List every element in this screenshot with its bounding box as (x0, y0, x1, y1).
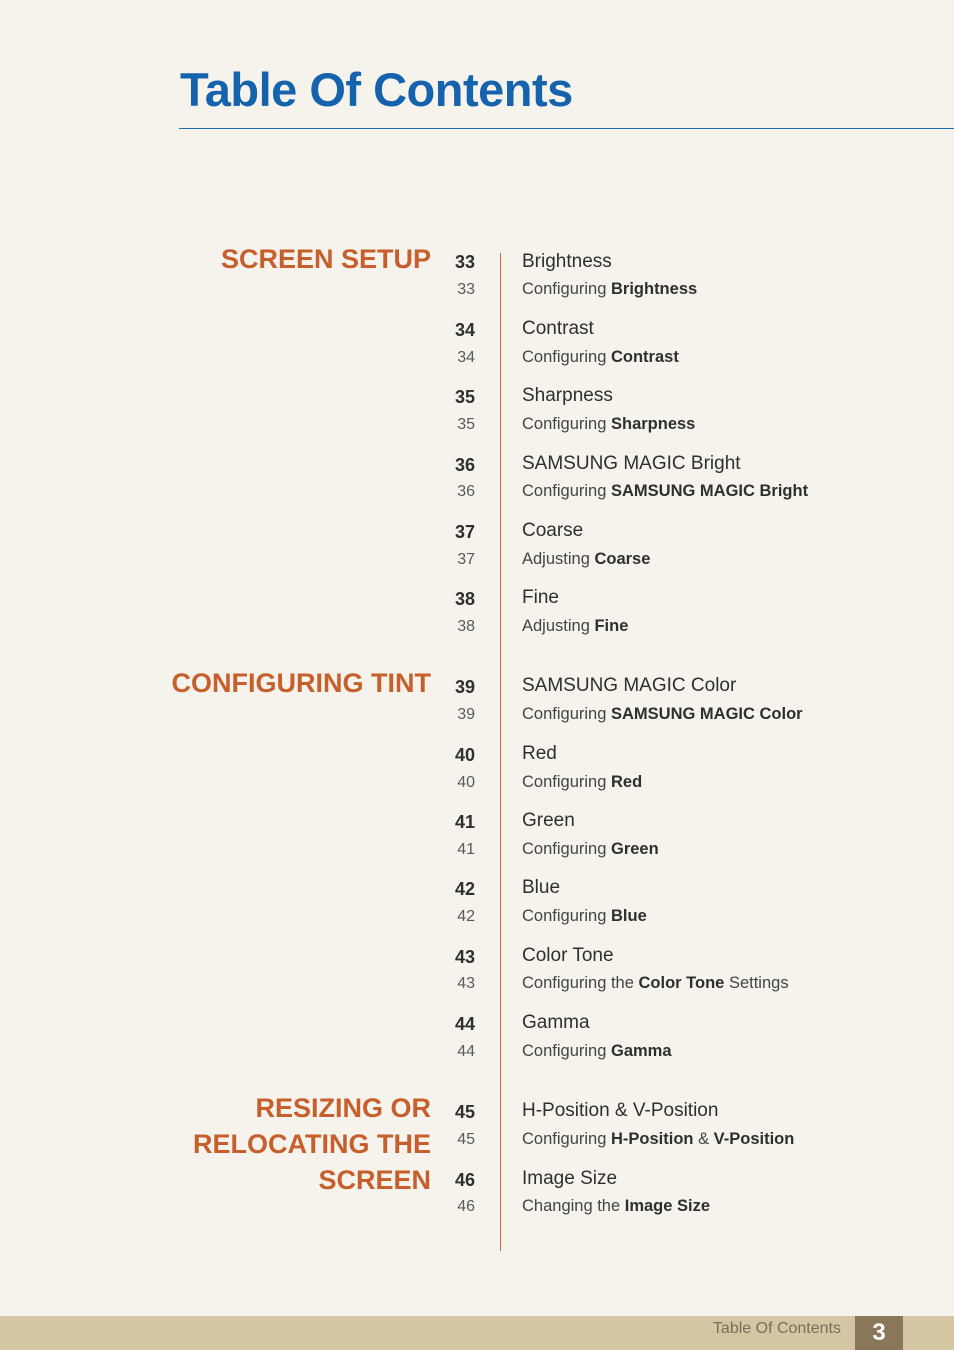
toc-subentry-configuring-red[interactable]: Configuring Red (522, 773, 643, 791)
toc-sub-page-number[interactable]: 35 (457, 416, 475, 433)
toc-subentry-configuring-blue[interactable]: Configuring Blue (522, 907, 647, 925)
toc-entry-green[interactable]: Green (522, 810, 575, 831)
toc-page-number[interactable]: 46 (454, 1170, 475, 1190)
toc-sub-page-number[interactable]: 39 (457, 706, 475, 723)
page-number-badge: 3 (855, 1316, 903, 1350)
toc-subentry-configuring-brightness[interactable]: Configuring Brightness (522, 280, 698, 298)
toc-sub-page-number[interactable]: 42 (457, 908, 475, 925)
toc-page-number[interactable]: 41 (454, 812, 475, 832)
title-divider (179, 128, 954, 129)
toc-entry-brightness[interactable]: Brightness (522, 251, 612, 272)
toc-entry-coarse[interactable]: Coarse (522, 520, 584, 541)
toc-entry-h-v-position[interactable]: H-Position & V-Position (522, 1100, 719, 1121)
toc-sub-page-number[interactable]: 38 (457, 618, 475, 635)
toc-entry-sharpness[interactable]: Sharpness (522, 385, 613, 406)
section-title-configuring-tint: CONFIGURING TINT (171, 668, 431, 698)
toc-entry-gamma[interactable]: Gamma (522, 1012, 590, 1033)
section-title-line: RELOCATING THE (193, 1129, 431, 1159)
toc-sub-page-number[interactable]: 37 (457, 551, 475, 568)
toc-sub-page-number[interactable]: 41 (457, 841, 475, 858)
toc-subentry-configuring-sharpness[interactable]: Configuring Sharpness (522, 415, 696, 433)
toc-page-number[interactable]: 38 (454, 589, 475, 609)
toc-subentry-configuring-gamma[interactable]: Configuring Gamma (522, 1042, 672, 1060)
toc-page-number[interactable]: 40 (454, 745, 475, 765)
toc-sub-page-number[interactable]: 40 (457, 774, 475, 791)
toc-page-number[interactable]: 43 (454, 947, 475, 967)
toc-entry-samsung-magic-bright[interactable]: SAMSUNG MAGIC Bright (522, 453, 741, 474)
toc-sub-page-number[interactable]: 36 (457, 483, 475, 500)
toc-entry-blue[interactable]: Blue (522, 877, 561, 898)
toc-subentry-changing-image-size[interactable]: Changing the Image Size (522, 1197, 711, 1215)
toc-subentry-configuring-samsung-magic-bright[interactable]: Configuring SAMSUNG MAGIC Bright (522, 482, 809, 500)
section-title-line: SCREEN (318, 1165, 431, 1195)
section-title-screen-setup: SCREEN SETUP (220, 244, 431, 274)
toc-sub-page-number[interactable]: 34 (457, 349, 475, 366)
toc-subentry-configuring-contrast[interactable]: Configuring Contrast (522, 348, 679, 366)
toc-page-number[interactable]: 35 (454, 387, 475, 407)
toc-subentry-adjusting-coarse[interactable]: Adjusting Coarse (522, 550, 651, 568)
toc-page-number[interactable]: 34 (454, 320, 475, 340)
toc-entry-red[interactable]: Red (522, 743, 557, 764)
toc-sub-page-number[interactable]: 46 (457, 1198, 475, 1215)
toc-page-number[interactable]: 44 (454, 1014, 475, 1034)
toc-subentry-configuring-samsung-magic-color[interactable]: Configuring SAMSUNG MAGIC Color (522, 705, 803, 723)
toc-subentry-configuring-h-v-position[interactable]: Configuring H-Position & V-Position (522, 1130, 795, 1148)
toc-entry-image-size[interactable]: Image Size (522, 1168, 618, 1189)
toc-entry-samsung-magic-color[interactable]: SAMSUNG MAGIC Color (522, 675, 737, 696)
toc-subentry-configuring-color-tone[interactable]: Configuring the Color Tone Settings (522, 974, 789, 992)
toc-page-number[interactable]: 33 (454, 252, 475, 272)
toc-sub-page-number[interactable]: 45 (457, 1131, 475, 1148)
toc-sub-page-number[interactable]: 33 (457, 281, 475, 298)
toc-subentry-configuring-green[interactable]: Configuring Green (522, 840, 659, 858)
toc-subentry-adjusting-fine[interactable]: Adjusting Fine (522, 617, 629, 635)
toc-sub-page-number[interactable]: 44 (457, 1043, 475, 1060)
toc-entry-fine[interactable]: Fine (522, 587, 559, 608)
column-divider (500, 253, 501, 1251)
page-title: Table Of Contents (180, 63, 573, 116)
footer-label: Table Of Contents (712, 1320, 841, 1337)
section-title-line: RESIZING OR (255, 1093, 431, 1123)
toc-sub-page-number[interactable]: 43 (457, 975, 475, 992)
toc-page-number[interactable]: 36 (454, 455, 475, 475)
toc-page-number[interactable]: 45 (454, 1102, 475, 1122)
section-title-resizing (111, 1090, 431, 1198)
toc-page-number[interactable]: 42 (454, 879, 475, 899)
toc-entry-contrast[interactable]: Contrast (522, 318, 594, 339)
toc-page-number[interactable]: 37 (454, 522, 475, 542)
toc-entry-color-tone[interactable]: Color Tone (522, 945, 614, 966)
toc-page-number[interactable]: 39 (454, 677, 475, 697)
